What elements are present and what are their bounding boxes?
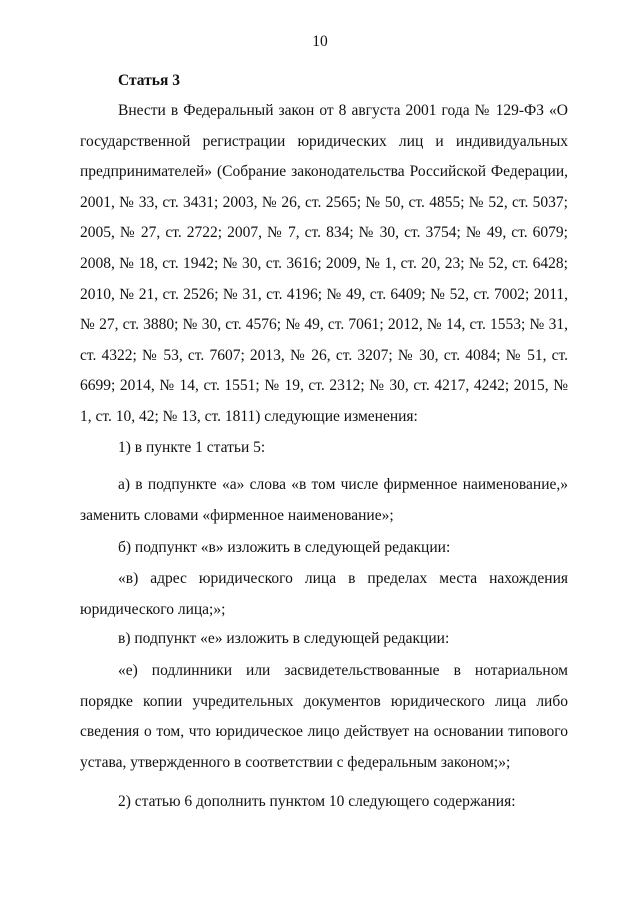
paragraph-subitem-b: б) подпункт «в» изложить в следующей редакции: xyxy=(118,539,451,556)
page-number: 10 xyxy=(312,33,328,50)
paragraph-subitem-a: а) в подпункте «а» слова «в том числе фирменное наименование,» заменить словами «фирменное наименование»; xyxy=(80,476,568,524)
article-heading: Статья 3 xyxy=(118,72,180,89)
paragraph-item-2: 2) статью 6 дополнить пунктом 10 следующего содержания: xyxy=(118,793,516,810)
paragraph-item-1: 1) в пункте 1 статьи 5: xyxy=(118,439,266,456)
paragraph-subitem-v-text: «е) подлинники или засвидетельствованные в нотариальном порядке копии учредительных документов юридического лица либо сведения о том, что юридическое лицо действует на основании типового устава, утвержденного в соответствии с федеральным законом;»; xyxy=(80,662,568,771)
paragraph-intro: Внести в Федеральный закон от 8 августа 2001 года № 129-ФЗ «О государственной регистрации юридических лиц и индивидуальных предпринимателей» (Собрание законодательства Российской Федерации, 2001, № 33, ст. 3431; 2003, № 26, ст. 2565; № 50, ст. 4855; № 52, ст. 5037; 2005, № 27, ст. 2722; 2007, № 7, ст. 834; № 30, ст. 3754; № 49, ст. 6079; 2008, № 18, ст. 1942; № 30, ст. 3616; 2009, № 1, ст. 20, 23; № 52, ст. 6428; 2010, № 21, ст. 2526; № 31, ст. 4196; № 49, ст. 6409; № 52, ст. 7002; 2011, № 27, ст. 3880; № 30, ст. 4576; № 49, ст. 7061; 2012, № 14, ст. 1553; № 31, ст. 4322; № 53, ст. 7607; 2013, № 26, ст. 3207; № 30, ст. 4084; № 51, ст. 6699; 2014, № 14, ст. 1551; № 19, ст. 2312; № 30, ст. 4217, 4242; 2015, № 1, ст. 10, 42; № 13, ст. 1811) следующие изменения: xyxy=(80,102,568,425)
paragraph-subitem-b-text: «в) адрес юридического лица в пределах места нахождения юридического лица;»; xyxy=(80,570,568,618)
paragraph-subitem-v: в) подпункт «е» изложить в следующей редакции: xyxy=(118,630,450,647)
